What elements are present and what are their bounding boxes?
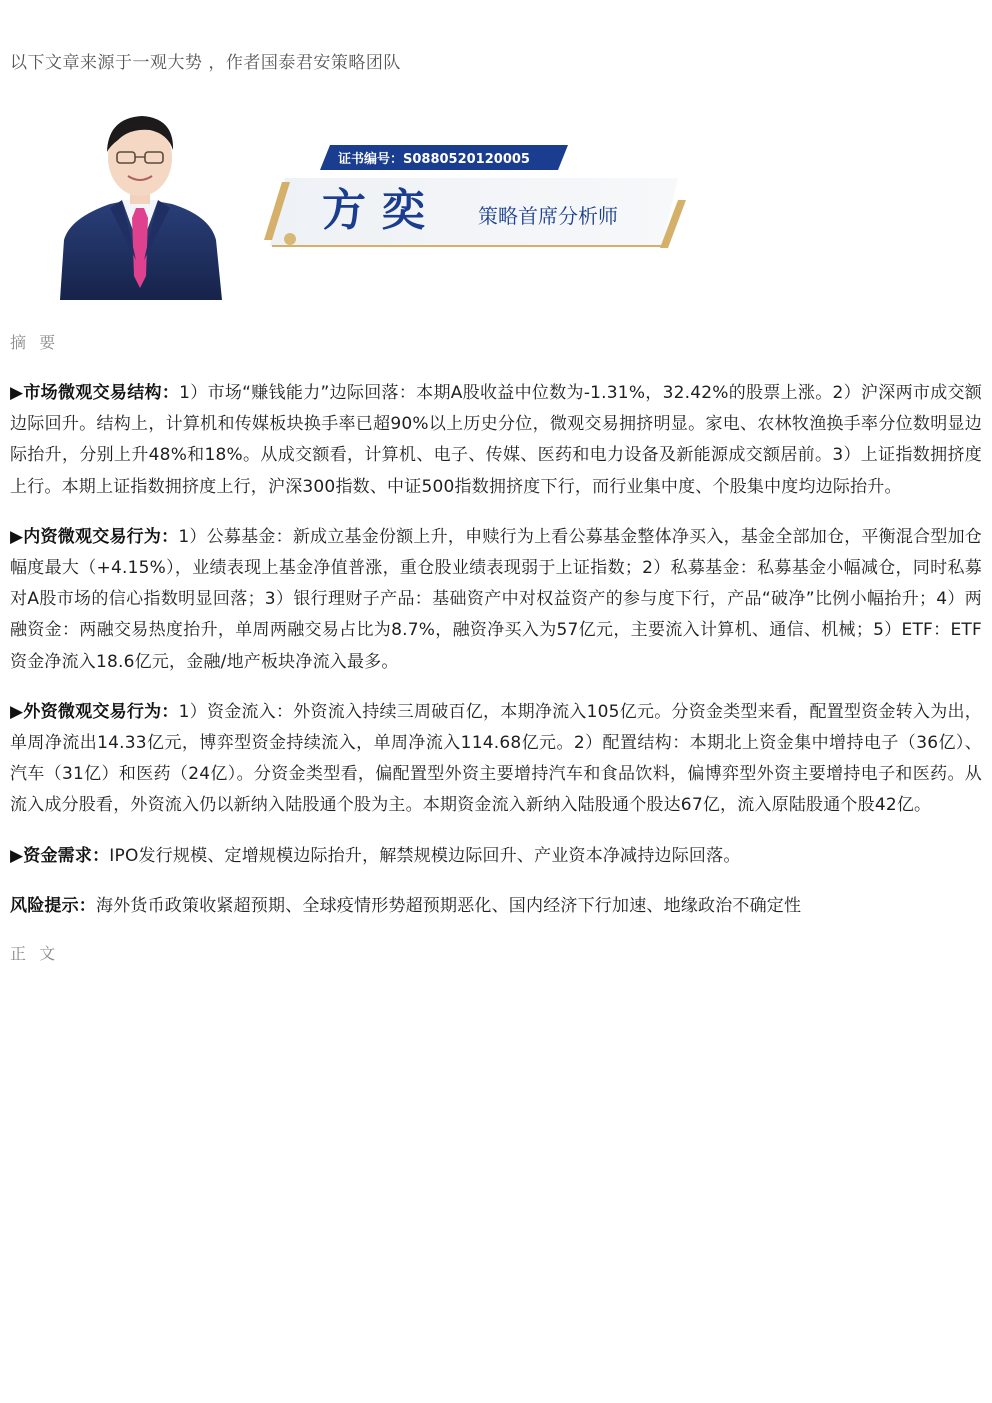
analyst-name: 方 奕 <box>322 185 426 236</box>
summary-label: 摘 要 <box>10 333 60 352</box>
analyst-banner-graphic <box>50 100 730 300</box>
analyst-portrait <box>60 116 222 300</box>
paragraph-lead: ▶资金需求： <box>10 845 110 866</box>
paragraph-lead: ▶市场微观交易结构： <box>10 383 180 403</box>
paragraph-domestic-capital <box>10 522 982 678</box>
paragraph-text: 1）资金流入：外资流入持续三周破百亿，本期净流入105亿元。分资金类型来看，配置型资金转入为出，单周净流出14.33亿元，博弈型资金持续流入，单周净流入114.68亿元。2）配置结构：本期北上资金集中增持电子（36亿）、汽车（31亿）和医药（24亿）。分资金类型看，偏配置型外资主要增持汽车和食品饮料，偏博弈型外资主要增持电子和医药。从流入成分股看，外资流入仍以新纳入陆股通个股为主。本期资金流入新纳入陆股通个股达67亿，流入原陆股通个股42亿。 <box>10 701 982 816</box>
paragraph-text: IPO发行规模、定增规模边际抬升，解禁规模边际回升、产业资本净减持边际回落。 <box>109 845 741 866</box>
cert-number: 证书编号：S0880520120005 <box>338 152 530 167</box>
paragraph-foreign-capital <box>10 697 982 822</box>
paragraph-text: 1）市场“赚钱能力”边际回落：本期A股收益中位数为-1.31%，32.42%的股票上涨。2）沪深两市成交额边际回升。结构上，计算机和传媒板块换手率已超90%以上历史分位，微观交易拥挤明显。家电、农林牧渔换手率分位数明显边际抬升，分别上升48%和18%。从成交额看，计算机、电子、传媒、医药和电力设备及新能源成交额居前。3）上证指数拥挤度上行。本期上证指数拥挤度上行，沪深300指数、中证500指数拥挤度下行，而行业集中度、个股集中度均边际抬升。 <box>10 383 983 497</box>
paragraph-market-structure <box>10 378 982 503</box>
analyst-banner <box>50 100 730 300</box>
source-line: 以下文章来源于一观大势 ，作者国泰君安策略团队 <box>10 53 401 73</box>
analyst-title: 策略首席分析师 <box>478 204 618 228</box>
paragraph-text: 海外货币政策收紧超预期、全球疫情形势超预期恶化、国内经济下行加速、地缘政治不确定性 <box>96 895 802 916</box>
paragraph-lead: 风险提示： <box>10 895 96 916</box>
paragraph-lead: ▶内资微观交易行为： <box>10 526 179 547</box>
summary-content <box>10 378 982 964</box>
paragraph-risk-warning <box>10 891 982 922</box>
gold-dot <box>284 233 296 245</box>
paragraph-text: 1）公募基金：新成立基金份额上升，申赎行为上看公募基金整体净买入，基金全部加仓，平衡混合型加仓幅度最大（+4.15%），业绩表现上基金净值普涨，重仓股业绩表现弱于上证指数；2）私募基金：私募基金小幅减仓，同时私募对A股市场的信心指数明显回落；3）银行理财子产品：基础资产中对权益资产的参与度下行，产品“破净”比例小幅抬升；4）两融资金：两融交易热度抬升，单周两融交易占比为8.7%，融资净买入为57亿元，主要流入计算机、通信、机械；5）ETF：ETF资金净流入18.6亿元，金融/地产板块净流入最多。 <box>10 526 983 672</box>
body-label: 正 文 <box>10 944 60 964</box>
paragraph-capital-demand <box>10 841 982 872</box>
paragraph-lead: ▶外资微观交易行为： <box>10 701 179 722</box>
